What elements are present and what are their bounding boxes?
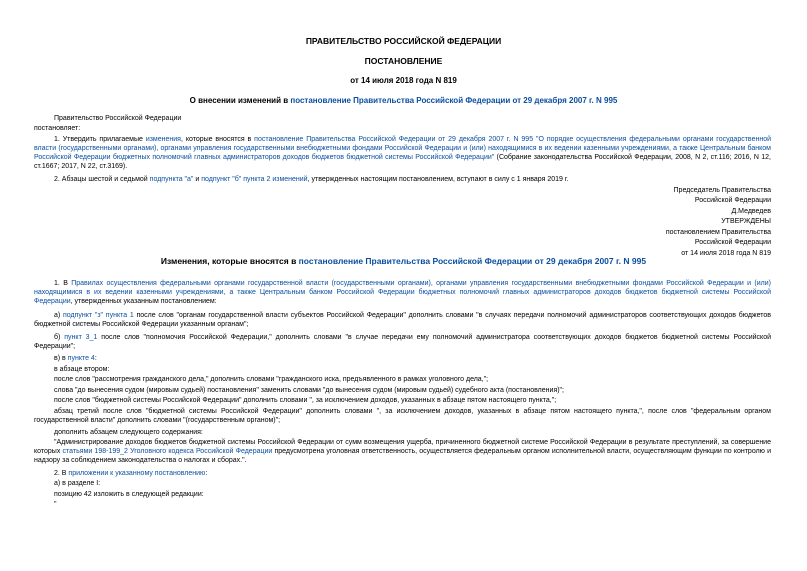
item-1-text-c: (Собрание законодательства Российской Федерации, 2008, N 2, ст.116; 2016, N 12, ст.1667; 2017, N 22, ст.3169).: [34, 154, 771, 170]
change-2: [34, 469, 771, 478]
signature-country: Российской Федерации: [694, 197, 771, 204]
document-type: ПОСТАНОВЛЕНИЕ: [364, 56, 443, 66]
change-2-text-b: :: [205, 470, 208, 477]
change-1-v-suffix: :: [94, 355, 97, 362]
item-1: [34, 135, 771, 171]
change-1-v-line-4: после слов "бюджетной системы Российской Федерации" дополнить словами ", за исключением доходов, указанных в абзаце пятом настоящего пункта,";: [54, 397, 557, 404]
signature-position: Председатель Правительства: [673, 187, 771, 194]
change-1-a: [34, 311, 771, 329]
change-1-v-line-5: абзац третий после слов "бюджетной системы Российской Федерации" дополнить словами ", за исключением доходов, указанных в абзаце пятом настоящего пункта,", после слов "федеральным органом государственной власти" дополнить словами "(государственным органом)";: [34, 408, 771, 424]
change-1-text-b: , утвержденных указанным постановлением:: [70, 298, 217, 305]
change-1-v: [34, 354, 771, 363]
changes-title-link[interactable]: постановление Правительства Российской Федерации от 29 декабря 2007 г. N 995: [298, 256, 647, 266]
change-1-v-line-7-text-b: предусмотрена уголовная ответственность, осуществляется федеральным органом исполнительной власти, осуществляющим функции по контролю и надзору за соблюдением законодательства о налогах и сборах.".: [34, 448, 771, 464]
approved-label: УТВЕРЖДЕНЫ: [721, 218, 771, 225]
approved-date: от 14 июля 2018 года N 819: [681, 250, 771, 257]
document-title: [0, 96, 807, 105]
change-1-a-prefix: а): [54, 312, 63, 319]
change-1-v-link[interactable]: пункте 4: [67, 355, 95, 362]
item-2-text-c: , утвержденных настоящим постановлением, вступают в силу с 1 января 2019 г.: [307, 176, 569, 183]
change-1-b-link[interactable]: пункт 3_1: [64, 334, 98, 341]
item-2-link-subpoint-b[interactable]: подпункт "б" пункта 2 изменений: [201, 176, 308, 183]
item-2-link-subpoint-a[interactable]: подпункта "а": [149, 176, 194, 183]
change-1-v-line-1: в абзаце втором:: [54, 366, 110, 373]
change-1-a-text: после слов "органам государственной власти субъектов Российской Федерации" дополнить словами "в случаях передачи полномочий администраторов соответствующих доходов бюджетов бюджетной системы Российской Федерации указанным органам";: [34, 312, 772, 328]
change-1-v-line-3: слова "до вынесения судом (мировым судьей) постановления" заменить словами "до вынесения судом (мировым судьей) судебного акта (постановления)";: [54, 387, 564, 394]
change-2-line-1: а) в разделе I:: [54, 480, 101, 487]
item-1-text-a: 1. Утвердить прилагаемые: [54, 136, 146, 143]
change-1-link-rules[interactable]: Правилах осуществления федеральными органами государственной власти (государственными органами), органами управления государственными внебюджетными фондами Российской Федерации и (или) находящимися в их ведении казенными учреждениями, а также Центральным банком Российской Федерации бюджетных полномочий главных администраторов доходов бюджетов бюджетной системы Российской Федерации: [34, 280, 771, 305]
item-1-text-b: , которые вносятся в: [180, 136, 255, 143]
change-1-b-prefix: б): [54, 334, 65, 341]
change-2-link-appendix[interactable]: приложении к указанному постановлению: [68, 470, 206, 477]
item-2: [34, 175, 771, 184]
change-1-a-link[interactable]: подпункт "з" пункта 1: [62, 312, 134, 319]
item-1-link-changes[interactable]: изменения: [145, 136, 181, 143]
change-1-v-line-6: дополнить абзацем следующего содержания:: [54, 429, 203, 436]
government-line: Правительство Российской Федерации: [54, 115, 182, 122]
title-prefix: О внесении изменений в: [189, 96, 291, 105]
change-2-line-3: ": [54, 501, 57, 508]
item-2-text-a: 2. Абзацы шестой и седьмой: [54, 176, 150, 183]
change-1-text-a: 1. В: [54, 280, 72, 287]
approved-country: Российской Федерации: [694, 239, 771, 246]
document-date: от 14 июля 2018 года N 819: [350, 76, 457, 85]
change-1-b: [34, 333, 771, 351]
change-2-line-2: позицию 42 изложить в следующей редакции:: [54, 491, 204, 498]
change-1-b-text: после слов "полномочия Российской Федерации," дополнить словами "в случае передачи ему полномочий администратора соответствующих доходов бюджетов бюджетной системы Российской Федерации";: [34, 334, 772, 350]
approved-by: постановлением Правительства: [665, 229, 771, 236]
item-2-text-b: и: [193, 176, 202, 183]
change-1-v-line-7-text-a: "Администрирование доходов бюджетов бюджетной системы Российской Федерации от сумм возмещения ущерба, причиненного бюджетной системе Российской Федерации в результате преступлений, за совершение которых: [34, 439, 771, 455]
decrees-line: постановляет:: [34, 125, 81, 132]
title-link[interactable]: постановление Правительства Российской Федерации от 29 декабря 2007 г. N 995: [290, 96, 618, 105]
change-1-v-prefix: в) в: [54, 355, 68, 362]
change-1-v-line-7: [34, 438, 771, 465]
government-heading: ПРАВИТЕЛЬСТВО РОССИЙСКОЙ ФЕДЕРАЦИИ: [305, 36, 502, 46]
change-2-text-a: 2. В: [54, 470, 69, 477]
changes-title: [0, 257, 807, 266]
changes-title-prefix: Изменения, которые вносятся в: [160, 256, 299, 266]
item-1-link-resolution[interactable]: постановление Правительства Российской Федерации от 29 декабря 2007 г. N 995 "О порядке осуществления федеральными органами государственной власти (государственными органами), органами управления государственными внебюджетными фондами Российской Федерации и (или) находящимися в их ведении казенными учреждениями, а также Центральным банком Российской Федерации бюджетных полномочий главных администраторов доходов бюджетов бюджетной системы Российской Федерации": [34, 136, 771, 161]
change-1: [34, 279, 771, 306]
change-1-v-line-2: после слов "рассмотрения гражданского дела," дополнить словами "гражданского иска, предъявленного в рамках уголовного дела,";: [54, 376, 489, 383]
change-1-v-line-7-link[interactable]: статьями 198-199_2 Уголовного кодекса Российской Федерации: [62, 448, 273, 455]
signature-name: Д.Медведев: [731, 208, 771, 215]
